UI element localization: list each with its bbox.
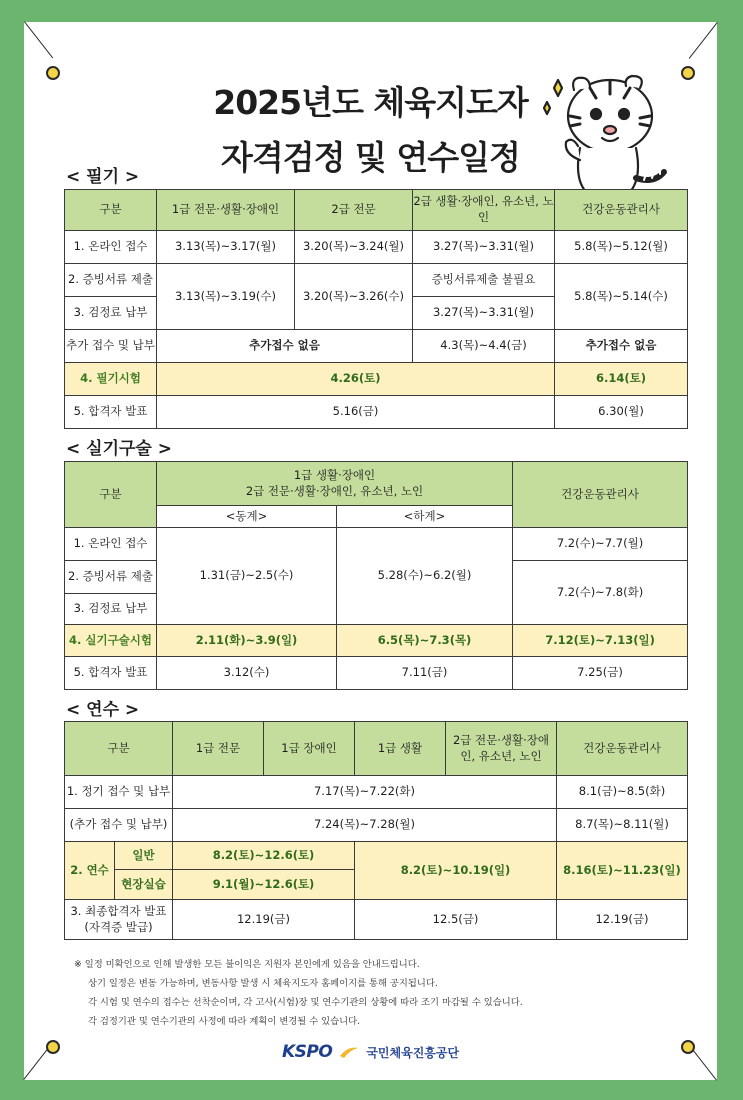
table-cell: 5.8(목)~5.12(월): [555, 231, 688, 264]
header-cell: 1급 전문·생활·장애인: [157, 190, 295, 231]
table-cell: 3.13(목)~3.17(월): [157, 231, 295, 264]
table-row-highlight: [65, 842, 688, 870]
table-cell: 1.31(금)~2.5(수): [157, 528, 337, 625]
table-cell: 4.26(토): [157, 363, 555, 396]
subheader-cell-summer: <하계>: [337, 506, 513, 528]
sub-row-label: 현장실습: [115, 870, 173, 900]
row-label: 1. 정기 접수 및 납부: [65, 776, 173, 809]
notice-line: 상기 일정은 변동 가능하며, 변동사항 발생 시 체육지도자 홈페이지를 통해 공지됩니다.: [88, 978, 438, 990]
table-row: [65, 776, 688, 809]
table-cell: 3.12(수): [157, 657, 337, 690]
practical-exam-table: [64, 461, 688, 690]
table-cell: 3.20(목)~3.24(월): [295, 231, 413, 264]
notice-line: 각 검정기관 및 연수기관의 사정에 따라 계획이 변경될 수 있습니다.: [88, 1016, 361, 1028]
pin-icon: [681, 1040, 695, 1054]
header-cell: 1급 장애인: [264, 722, 355, 776]
header-cell: 2급 전문·생활·장애인, 유소년, 노인: [446, 722, 557, 776]
table-row: [65, 231, 688, 264]
header-cell: 건강운동관리사: [513, 462, 688, 528]
kspo-logo: [282, 1042, 459, 1062]
row-label: 4. 필기시험: [65, 363, 157, 396]
table-row-highlight: [65, 625, 688, 657]
table-cell: 7.12(토)~7.13(일): [513, 625, 688, 657]
section-heading-written: < 필기 >: [66, 167, 140, 187]
row-label: 1. 온라인 접수: [65, 528, 157, 561]
table-row: [65, 330, 688, 363]
row-label: 2. 연수: [65, 842, 115, 900]
notice-block: [74, 955, 523, 1031]
header-cell: 1급 생활: [355, 722, 446, 776]
header-cell: 1급 전문: [173, 722, 264, 776]
notice-line: 각 시험 및 연수의 접수는 선착순이며, 각 고사(시험)장 및 연수기관의 상황에 따라 조기 마감될 수 있습니다.: [88, 997, 523, 1009]
table-cell: 6.14(토): [555, 363, 688, 396]
table-header-row: [65, 722, 688, 776]
table-cell: 추가접수 없음: [157, 330, 413, 363]
table-cell: 3.20(목)~3.26(수): [295, 264, 413, 330]
table-cell: 8.2(토)~10.19(일): [355, 842, 557, 900]
table-cell: 5.28(수)~6.2(월): [337, 528, 513, 625]
table-row: [65, 900, 688, 940]
table-row: [65, 809, 688, 842]
header-cell: 2급 생활·장애인, 유소년, 노인: [413, 190, 555, 231]
poster: [24, 22, 717, 1080]
row-label: [65, 900, 173, 940]
org-name: 국민체육진흥공단: [366, 1045, 460, 1060]
table-cell: 12.19(금): [173, 900, 355, 940]
table-row-highlight: [65, 363, 688, 396]
written-exam-table: [64, 189, 688, 429]
section-heading-practical: < 실기구술 >: [66, 439, 173, 459]
header-cell: 건강운동관리사: [557, 722, 688, 776]
header-cell: 건강운동관리사: [555, 190, 688, 231]
training-table: [64, 721, 688, 940]
table-header-row: [65, 190, 688, 231]
subheader-cell-winter: <동계>: [157, 506, 337, 528]
row-label: 추가 접수 및 납부: [65, 330, 157, 363]
table-cell: 7.11(금): [337, 657, 513, 690]
header-cell: 2급 전문: [295, 190, 413, 231]
table-cell: 7.2(수)~7.8(화): [513, 561, 688, 625]
header-group-line: 1급 생활·장애인: [293, 467, 376, 482]
table-row: [65, 528, 688, 561]
header-cell-group: [157, 462, 513, 506]
row-label-line: 3. 최종합격자 발표: [70, 903, 167, 918]
pin-icon: [46, 1040, 60, 1054]
table-cell: 8.16(토)~11.23(일): [557, 842, 688, 900]
table-row: [65, 657, 688, 690]
table-cell: 12.5(금): [355, 900, 557, 940]
table-cell: 3.27(목)~3.31(월): [413, 231, 555, 264]
table-cell: 6.30(월): [555, 396, 688, 429]
table-row: [65, 396, 688, 429]
swoosh-icon: [338, 1044, 360, 1060]
row-label: 3. 검정료 납부: [65, 594, 157, 625]
corner-line-top-right: [689, 22, 718, 59]
table-cell: 3.13(목)~3.19(수): [157, 264, 295, 330]
section-heading-training: < 연수 >: [66, 700, 140, 720]
table-cell: 6.5(목)~7.3(목): [337, 625, 513, 657]
table-cell: 8.7(목)~8.11(월): [557, 809, 688, 842]
row-label: 4. 실기구술시험: [65, 625, 157, 657]
table-cell: 9.1(월)~12.6(토): [173, 870, 355, 900]
notice-line: ※ 일정 미확인으로 인해 발생한 모든 불이익은 지원자 본인에게 있음을 안내드립니다.: [74, 959, 420, 970]
row-label: 2. 증빙서류 제출: [65, 561, 157, 594]
header-group-line: 2급 전문·생활·장애인, 유소년, 노인: [245, 483, 424, 498]
table-cell: 추가접수 없음: [555, 330, 688, 363]
table-cell: 2.11(화)~3.9(일): [157, 625, 337, 657]
table-cell: 5.16(금): [157, 396, 555, 429]
row-label: 2. 증빙서류 제출: [65, 264, 157, 297]
table-header-row: [65, 462, 688, 506]
table-cell: 증빙서류제출 불필요: [413, 264, 555, 297]
sub-row-label: 일반: [115, 842, 173, 870]
table-row: [65, 264, 688, 297]
row-label: 1. 온라인 접수: [65, 231, 157, 264]
row-label: 5. 합격자 발표: [65, 657, 157, 690]
header-cell: 구분: [65, 462, 157, 528]
row-label: 5. 합격자 발표: [65, 396, 157, 429]
table-cell: 7.17(목)~7.22(화): [173, 776, 557, 809]
table-cell: 8.1(금)~8.5(화): [557, 776, 688, 809]
row-label: 3. 검정료 납부: [65, 297, 157, 330]
table-cell: 3.27(목)~3.31(월): [413, 297, 555, 330]
page-title-line1: 2025년도 체육지도자: [213, 83, 528, 122]
row-label-line: (자격증 발급): [84, 919, 153, 934]
row-label: (추가 접수 및 납부): [65, 809, 173, 842]
table-cell: 8.2(토)~12.6(토): [173, 842, 355, 870]
table-cell: 7.2(수)~7.7(월): [513, 528, 688, 561]
table-cell: 7.25(금): [513, 657, 688, 690]
table-cell: 12.19(금): [557, 900, 688, 940]
table-cell: 7.24(목)~7.28(월): [173, 809, 557, 842]
header-cell: 구분: [65, 722, 173, 776]
table-cell: 5.8(목)~5.14(수): [555, 264, 688, 330]
header-cell: 구분: [65, 190, 157, 231]
table-cell: 4.3(목)~4.4(금): [413, 330, 555, 363]
logo-text: KSPO: [282, 1042, 333, 1062]
page-title-line2: 자격검정 및 연수일정: [221, 138, 520, 177]
corner-line-top-left: [24, 21, 53, 58]
